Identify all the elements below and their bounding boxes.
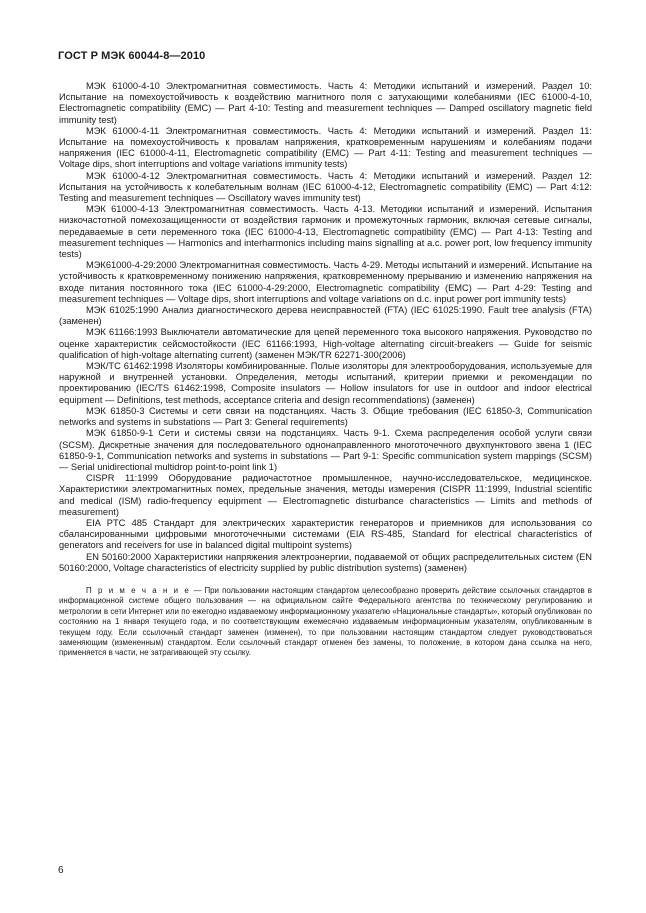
reference-item: МЭК 61025:1990 Анализ диагностического дерева неисправностей (FTA) (IEC 61025:1990. Fault tree analysis (FTA) (заменен) <box>59 305 592 327</box>
note-label: П р и м е ч а н и е <box>86 585 191 595</box>
reference-item: EN 50160:2000 Характеристики напряжения электроэнергии, подаваемой от общих распределительных систем (EN 50160:2000, Voltage characteristics of electricity supplied by public distribution systems) (заменен) <box>59 551 592 573</box>
reference-item: CISPR 11:1999 Оборудование радиочастотное промышленное, научно-исследовательское, медицинское. Характеристики электромагнитных помех, предельные значения, методы измерения (CISPR 11:1999, Industrial scientific and medical (ISM) radio-frequency equipment — Electromagnetic disturbance characteristics — Limits and methods of measurement) <box>59 473 592 517</box>
reference-item: МЭК 61000-4-13 Электромагнитная совместимость. Часть 4-13. Методики испытаний и измерений. Испытания низкочастотной помехозащищенности от воздействия гармоник и промежуточных гармоник, включая сетевые сигналы, передаваемые в сети переменного тока (IEC 61000-4-13, Electromagnetic compatibility (EMC) — Part 4-13: Testing and measurement techniques — Harmonics and interharmonics including mains signalling at a.c. power port, low frequency immunity tests) <box>59 204 592 260</box>
reference-item: МЭК 61850-9-1 Сети и системы связи на подстанциях. Часть 9-1. Схема распределения особой услуги связи (SCSM). Дискретные значения для последовательного однонаправленного многоточечного двухпунктового звена 1 (IEC 61850-9-1, Communication networks and systems in substations — Part 9-1: Specific communication system mappings (SCSM) — Serial unidirectional multidrop point-to-point link 1) <box>59 428 592 472</box>
document-header: ГОСТ Р МЭК 60044-8—2010 <box>58 50 206 62</box>
reference-item: МЭК 61850-3 Системы и сети связи на подстанциях. Часть 3. Общие требования (IEC 61850-3, Communication networks and systems in substations — Part 3: General requirements) <box>59 405 592 428</box>
note <box>59 586 592 659</box>
reference-item: МЭК 61000-4-10 Электромагнитная совместимость. Часть 4: Методики испытаний и измерений. Раздел 10: Испытание на помехоустойчивость к воздействию магнитного поля с затухающими колебаниями (IEC 61000-4-10, Electromagnetic compatibility (EMC) — Part 4-10: Testing and measurement techniques — Damped oscillatory magnetic field immunity test) <box>59 81 592 125</box>
reference-item: EIA PTC 485 Стандарт для электрических характеристик генераторов и приемников для использования со сбалансированными цифровыми многоточечными системами (EIA RS-485, Standard for electrical characteristics of generators and receivers for use in balanced digital multipoint systems) <box>59 517 592 551</box>
reference-item: МЭК 61166:1993 Выключатели автоматические для цепей переменного тока высокого напряжения. Руководство по оценке характеристик сейсмостойкости (IEC 61166:1993, High-voltage alternating circuit-breakers — Guide for seismic qualification of high-voltage alternating current) (заменен МЭК/TR 62271-300(2006) <box>59 327 592 360</box>
reference-item: МЭК61000-4-29:2000 Электромагнитная совместимость. Часть 4-29. Методы испытаний и измерений. Испытание на устойчивость к кратковременному понижению напряжения, кратковременному прерыванию и изменению напряжения на входе питания постоянного тока (IEC 61000-4-29:2000, Electromagnetic compatibility (EMC) — Part 4-29: Testing and measurement techniques — Voltage dips, short interruptions and voltage variations on d.c. input power port immunity tests) <box>59 260 592 304</box>
reference-item: МЭК 61000-4-12 Электромагнитная совместимость. Часть 4: Методики испытаний и измерений. Раздел 12: Испытания на устойчивость к колебательным волнам (IEC 61000-4-12, Electromagnetic compatibility (EMC) — Part 4:12: Testing and measurement techniques — Oscillatory waves immunity test) <box>59 170 592 204</box>
note-text: — При пользовании настоящим стандартом целесообразно проверить действие ссылочных стандартов в информационной системе общего пользования — на официальном сайте Федерального агентства по техническому регулированию и метрологии в сети Интернет или по ежегодно издаваемому информационному указателю «Национальные стандарты», который опубликован по состоянию на 1 января текущего года, и по соответствующим ежемесячно издаваемым информационным указателям, опубликованным в текущем году. Если ссылочный стандарт заменен (изменен), то при пользовании настоящим стандартом следует руководствоваться заменяющим (измененным) стандартом. Если ссылочный стандарт отменен без замены, то положение, в котором дана ссылка на него, применяется в части, не затрагивающей эту ссылку. <box>59 585 592 658</box>
document-body <box>59 81 592 659</box>
reference-item: МЭК 61000-4-11 Электромагнитная совместимость. Часть 4: Методики испытаний и измерений. Раздел 11: Испытание на помехоустойчивость к провалам напряжения, кратковременным нарушениям и колебаниям подачи напряжения (IEC 61000-4-11, Electromagnetic compatibility (EMC) — Part 4-11: Testing and measurement techniques — Voltage dips, short interruptions and voltage variations immunity tests) <box>59 125 592 170</box>
reference-item: МЭК/ТС 61462:1998 Изоляторы комбинированные. Полые изоляторы для электрооборудования, используемые для наружной и внутренней установки. Определения, методы испытаний, критерии приемки и рекомендации по проектированию (IEC/TS 61462:1998, Composite insulators — Hollow insulators for use in outdoor and indoor electrical equipment — Definitions, test methods, acceptance criteria and design recommendations) (заменен) <box>59 361 592 405</box>
page-number: 6 <box>58 865 64 876</box>
